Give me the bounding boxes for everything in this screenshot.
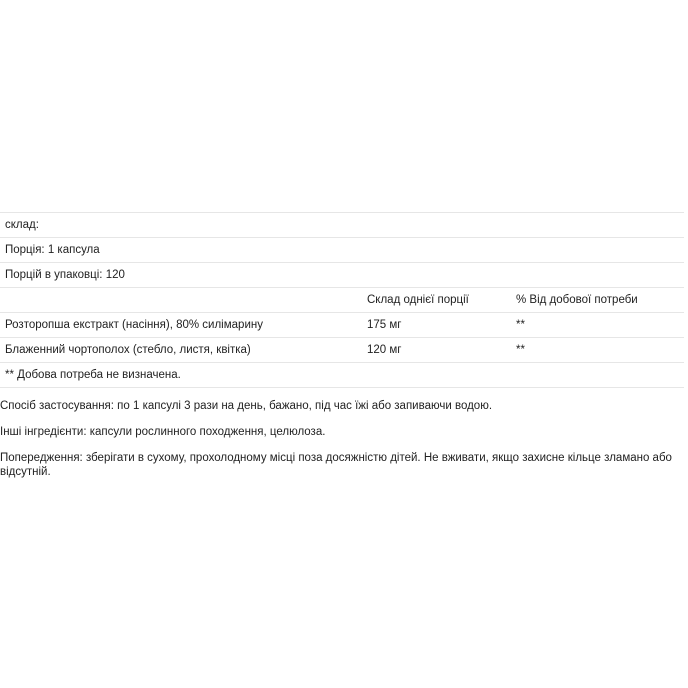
footnote-row (0, 363, 684, 388)
usage-instructions: Спосіб застосування: по 1 капсулі 3 рази на день, бажано, під час їжі або запиваючи водою. (0, 400, 493, 412)
warning-text: Попередження: зберігати в сухому, прохолодному місці поза досяжністю дітей. Не вживати, якщо захисне кільце зламано або відсутній. (0, 452, 672, 478)
product-notes (0, 399, 686, 491)
supplement-facts-table (0, 212, 684, 388)
servings-per-container-row (0, 263, 684, 288)
other-ingredients: Інші інгредієнти: капсули рослинного походження, целюлоза. (0, 426, 326, 438)
serving-size: Порція: 1 капсула (0, 238, 684, 263)
header-name (0, 288, 362, 313)
ingredient-daily-value: ** (511, 313, 684, 338)
header-amount: Склад однієї порції (362, 288, 511, 313)
composition-label: склад: (0, 213, 684, 238)
ingredient-daily-value: ** (511, 338, 684, 363)
ingredient-name: Блаженний чортополох (стебло, листя, квітка) (0, 338, 362, 363)
header-daily-value: % Від добової потреби (511, 288, 684, 313)
ingredient-amount: 120 мг (362, 338, 511, 363)
composition-label-row (0, 213, 684, 238)
ingredient-amount: 175 мг (362, 313, 511, 338)
table-row (0, 338, 684, 363)
footnote: ** Добова потреба не визначена. (0, 363, 684, 388)
servings-per-container: Порцій в упаковці: 120 (0, 263, 684, 288)
serving-size-row (0, 238, 684, 263)
table-header-row (0, 288, 684, 313)
ingredient-name: Розторопша екстракт (насіння), 80% силімарину (0, 313, 362, 338)
table-row (0, 313, 684, 338)
